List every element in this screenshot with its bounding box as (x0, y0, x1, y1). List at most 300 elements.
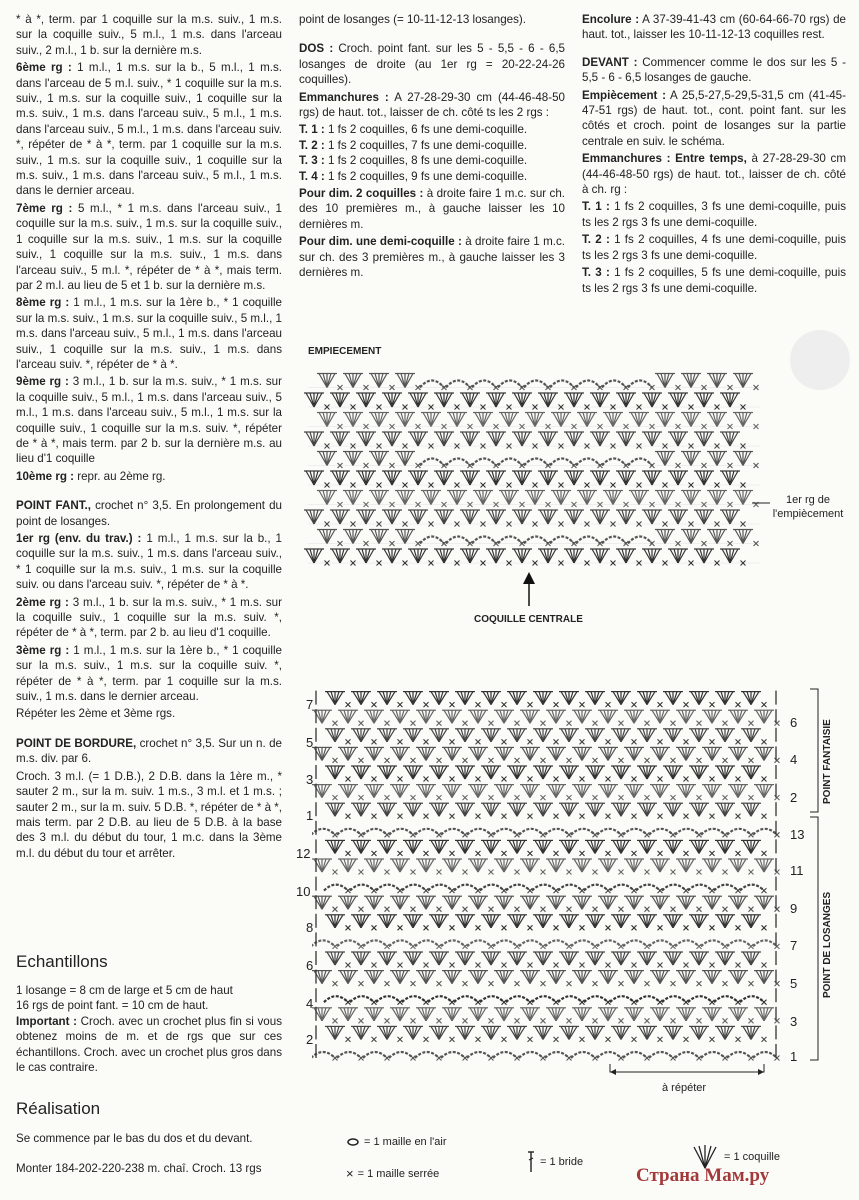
single-crochet-mark (528, 925, 533, 930)
section-text: crochet n° 3,5. Sur un n. de m.s. div. par 6. (16, 736, 282, 766)
shell-stitch (468, 971, 488, 984)
single-crochet-mark (710, 963, 715, 968)
single-crochet-mark (411, 758, 416, 763)
shell-stitch (616, 510, 636, 524)
shell-stitch (676, 785, 696, 798)
shell-stitch (624, 1008, 644, 1021)
shell-stitch (650, 710, 670, 723)
shell-stitch (325, 915, 345, 928)
shell-stitch (486, 393, 506, 407)
single-crochet-mark (606, 777, 611, 782)
single-crochet-mark (554, 1037, 559, 1042)
shell-stitch (663, 915, 683, 928)
shell-stitch (624, 785, 644, 798)
chain-arc (324, 885, 348, 891)
single-crochet-mark (372, 851, 377, 856)
shell-stitch (429, 1026, 449, 1039)
row-text: 5 m.l., * 1 m.s. dans l'arceau suiv., 1 coquille sur la m.s. suiv., 1 m.s. sur la coquille suiv., 1 coquille sur la m.s. suiv., 1 m.s. sur la coquille suiv., 1 coquille sur la m.s. suiv., 1 m.s. dans l'arceau suiv., 5 m.l. *, répéter de * à *, mais term. par 2 m.l. au lieu de 5 et 1 b. sur la dernière m.s. (16, 201, 282, 292)
single-crochet-mark (398, 1037, 403, 1042)
single-crochet-mark (346, 814, 351, 819)
single-crochet-mark (541, 944, 546, 949)
single-crochet-mark (437, 721, 442, 726)
single-crochet-mark (489, 795, 494, 800)
single-crochet-mark (424, 739, 429, 744)
section-label: Encolure : (582, 13, 640, 26)
shell-stitch (551, 491, 571, 505)
single-crochet-mark (658, 739, 663, 744)
single-crochet-mark (762, 1000, 767, 1005)
single-crochet-mark (736, 1000, 741, 1005)
shell-stitch (408, 393, 428, 407)
shell-stitch (715, 729, 735, 742)
chain-arc (636, 996, 660, 1002)
single-crochet-mark (528, 702, 533, 707)
shell-stitch (434, 549, 454, 563)
shell-stitch (603, 491, 623, 505)
shell-stitch (689, 952, 709, 965)
shell-stitch (455, 692, 475, 705)
shell-stitch (338, 747, 358, 760)
shell-stitch (520, 859, 540, 872)
single-crochet-mark (385, 870, 390, 875)
single-crochet-mark (749, 1018, 754, 1023)
single-crochet-mark (372, 963, 377, 968)
shell-stitch (624, 747, 644, 760)
single-crochet-mark (723, 944, 728, 949)
single-crochet-mark (749, 758, 754, 763)
shell-stitch (520, 747, 540, 760)
single-crochet-mark (697, 795, 702, 800)
shell-stitch (330, 393, 350, 407)
chain-arc (550, 459, 574, 466)
section-label: Pour dim. 2 coquilles : (299, 187, 424, 201)
chain-arc (701, 1052, 725, 1058)
shell-stitch (577, 413, 597, 427)
single-crochet-mark (697, 981, 702, 986)
shell-stitch (668, 471, 688, 485)
size-label: T. 2 : (299, 138, 325, 152)
legend-chain (346, 1136, 447, 1148)
shell-stitch (598, 710, 618, 723)
shell-stitch (702, 1008, 722, 1021)
shell-stitch (351, 1026, 371, 1039)
chain-arc (446, 537, 470, 544)
single-crochet-mark (411, 1056, 416, 1061)
single-crochet-mark (580, 739, 585, 744)
single-crochet-mark (528, 777, 533, 782)
single-crochet-mark (736, 814, 741, 819)
chain-arc (688, 996, 712, 1002)
chain-arc (337, 1052, 361, 1058)
single-crochet-mark (385, 1056, 390, 1061)
shell-stitch (720, 432, 740, 446)
shell-stitch (460, 510, 480, 524)
chain-stitch-icon (346, 1137, 360, 1147)
chain-arc (753, 829, 777, 835)
empiecement-chart (300, 363, 770, 573)
shell-stitch (676, 896, 696, 909)
single-crochet-mark (437, 870, 442, 875)
single-crochet-mark (658, 851, 663, 856)
shell-stitch (455, 840, 475, 853)
shell-stitch (538, 432, 558, 446)
shell-stitch (507, 952, 527, 965)
shell-stitch (741, 840, 761, 853)
single-crochet-mark (697, 944, 702, 949)
single-crochet-mark (567, 832, 572, 837)
bleed-through-shape (790, 330, 850, 390)
single-crochet-mark (541, 832, 546, 837)
shell-stitch (507, 729, 527, 742)
single-crochet-mark (437, 907, 442, 912)
chain-arc (628, 381, 652, 388)
shell-stitch (364, 1008, 384, 1021)
single-crochet-mark (502, 814, 507, 819)
realisation-line: Monter 184-202-220-238 m. chaî. Croch. 13 rgs (16, 1162, 262, 1176)
first-row-pointer (752, 498, 772, 508)
single-crochet-mark (437, 981, 442, 986)
single-crochet-mark (385, 832, 390, 837)
single-crochet-mark (463, 758, 468, 763)
shell-stitch (481, 1026, 501, 1039)
shell-stitch (434, 393, 454, 407)
single-crochet-mark (749, 795, 754, 800)
shell-stitch (572, 971, 592, 984)
shell-stitch (650, 785, 670, 798)
single-crochet-mark (723, 721, 728, 726)
shell-stitch (338, 896, 358, 909)
shell-stitch (754, 859, 774, 872)
shell-stitch (533, 915, 553, 928)
single-crochet-mark (359, 1018, 364, 1023)
single-crochet-mark (502, 963, 507, 968)
single-crochet-mark (671, 870, 676, 875)
single-crochet-mark (606, 1037, 611, 1042)
shell-stitch (351, 766, 371, 779)
single-crochet-mark (463, 981, 468, 986)
section-text: Commencer comme le dos sur les 5 - 5,5 - 6 - 6,5 losanges de gauche. (582, 55, 846, 85)
single-crochet-mark (489, 944, 494, 949)
shell-stitch (754, 785, 774, 798)
single-crochet-mark (476, 702, 481, 707)
double-crochet-icon (526, 1150, 536, 1174)
shell-stitch (481, 729, 501, 742)
chain-arc (472, 537, 496, 544)
shell-stitch (377, 915, 397, 928)
shell-stitch (668, 432, 688, 446)
single-crochet-mark (450, 888, 455, 893)
shell-stitch (351, 915, 371, 928)
chain-arc (714, 996, 738, 1002)
shell-stitch (481, 803, 501, 816)
shell-stitch (481, 915, 501, 928)
single-crochet-mark (476, 888, 481, 893)
shell-stitch (338, 785, 358, 798)
shell-stitch (429, 952, 449, 965)
shell-stitch (460, 432, 480, 446)
single-crochet-mark (684, 851, 689, 856)
shell-stitch (416, 785, 436, 798)
shell-stitch (611, 729, 631, 742)
shell-stitch (572, 859, 592, 872)
single-crochet-mark (645, 981, 650, 986)
single-crochet-mark (606, 1000, 611, 1005)
section-label: POINT FANT., (16, 499, 91, 513)
shell-stitch (434, 510, 454, 524)
chain-arc (402, 885, 426, 891)
shell-stitch (681, 530, 701, 544)
shell-stitch (507, 803, 527, 816)
shell-stitch (741, 692, 761, 705)
shell-stitch (377, 1026, 397, 1039)
single-crochet-mark (554, 1000, 559, 1005)
chain-arc (498, 459, 522, 466)
chain-arc (610, 885, 634, 891)
shell-stitch (616, 549, 636, 563)
shell-stitch (468, 859, 488, 872)
shell-stitch (728, 1008, 748, 1021)
shell-stitch (330, 510, 350, 524)
shell-stitch (338, 710, 358, 723)
point-bordure-paragraph (16, 736, 282, 767)
shell-stitch (382, 471, 402, 485)
shell-stitch (351, 692, 371, 705)
chain-arc (649, 1052, 673, 1058)
single-crochet-mark (658, 925, 663, 930)
text-column-left (16, 12, 282, 867)
chain-arc (675, 940, 699, 946)
single-crochet-mark (736, 1037, 741, 1042)
single-crochet-mark (372, 814, 377, 819)
chain-arc (714, 885, 738, 891)
shell-stitch (546, 896, 566, 909)
legend-double (526, 1150, 583, 1174)
single-crochet-mark (385, 981, 390, 986)
shell-stitch (715, 1026, 735, 1039)
single-crochet-mark (775, 1056, 780, 1061)
shell-stitch (507, 766, 527, 779)
shell-stitch (733, 530, 753, 544)
shell-stitch (494, 747, 514, 760)
shell-stitch (676, 710, 696, 723)
chain-arc (576, 381, 600, 388)
single-crochet-mark (450, 739, 455, 744)
single-crochet-mark (372, 925, 377, 930)
single-crochet-mark (463, 795, 468, 800)
shell-stitch (642, 549, 662, 563)
shell-stitch (317, 491, 337, 505)
shell-stitch (507, 915, 527, 928)
shell-stitch (585, 1026, 605, 1039)
chain-arc (498, 537, 522, 544)
single-crochet-mark (736, 777, 741, 782)
size-line (299, 122, 565, 137)
single-crochet-mark (723, 758, 728, 763)
chain-arc (389, 1052, 413, 1058)
single-crochet-mark (385, 795, 390, 800)
chain-arc (389, 940, 413, 946)
chain-arc (688, 885, 712, 891)
single-crochet-mark (359, 832, 364, 837)
shell-stitch (442, 710, 462, 723)
chain-arc (524, 459, 548, 466)
shell-stitch (702, 896, 722, 909)
shell-stitch (416, 896, 436, 909)
shell-stitch (559, 803, 579, 816)
size-paragraph (582, 232, 846, 263)
chain-arc (675, 1052, 699, 1058)
shell-stitch (642, 510, 662, 524)
single-crochet-mark (359, 944, 364, 949)
important-note (16, 1014, 282, 1076)
chain-arc (467, 829, 491, 835)
single-crochet-mark (528, 963, 533, 968)
shell-stitch (546, 971, 566, 984)
shell-stitch (564, 510, 584, 524)
site-watermark (636, 1165, 769, 1187)
single-crochet-mark (658, 963, 663, 968)
single-crochet-mark (372, 1000, 377, 1005)
row-number: 2 (306, 1032, 314, 1047)
single-crochet-mark (593, 870, 598, 875)
single-crochet-mark (567, 870, 572, 875)
single-crochet-mark (645, 721, 650, 726)
single-crochet-mark (411, 981, 416, 986)
shell-stitch (356, 393, 376, 407)
shell-stitch (512, 471, 532, 485)
size-paragraph (582, 199, 846, 230)
single-crochet-mark (424, 814, 429, 819)
shell-stitch (377, 952, 397, 965)
single-crochet-mark (710, 814, 715, 819)
shell-stitch (702, 859, 722, 872)
chain-arc (662, 885, 686, 891)
shell-stitch (403, 803, 423, 816)
shell-stitch (611, 1026, 631, 1039)
single-crochet-mark (723, 907, 728, 912)
shell-stitch (325, 840, 345, 853)
single-crochet-mark (489, 758, 494, 763)
single-crochet-mark (775, 1018, 780, 1023)
single-crochet-mark (489, 721, 494, 726)
shell-stitch (447, 491, 467, 505)
single-crochet-mark (528, 1000, 533, 1005)
single-crochet-mark (632, 1000, 637, 1005)
single-crochet-mark (697, 721, 702, 726)
shell-stitch (494, 971, 514, 984)
shell-stitch (681, 374, 701, 388)
single-crochet-mark (593, 795, 598, 800)
single-crochet-mark (671, 721, 676, 726)
shell-stitch (585, 803, 605, 816)
chain-arc (337, 940, 361, 946)
single-crochet-mark (762, 851, 767, 856)
single-crochet-mark (762, 739, 767, 744)
single-crochet-mark (450, 851, 455, 856)
single-crochet-mark (463, 1056, 468, 1061)
shell-stitch (689, 1026, 709, 1039)
shell-stitch (624, 710, 644, 723)
size-label: T. 3 : (582, 266, 610, 280)
shell-stitch (442, 896, 462, 909)
single-crochet-mark (450, 702, 455, 707)
single-crochet-mark (567, 758, 572, 763)
single-crochet-mark (398, 888, 403, 893)
single-crochet-mark (632, 702, 637, 707)
shell-stitch (707, 530, 727, 544)
single-crochet-mark (476, 1037, 481, 1042)
single-crochet-mark (476, 814, 481, 819)
single-crochet-mark (580, 925, 585, 930)
size-line (299, 153, 565, 168)
size-text: 1 fs 2 coquilles, 4 fs une demi-coquille, puis ts les 2 rgs 3 fs une demi-coquille. (582, 233, 846, 262)
shell-stitch (486, 432, 506, 446)
shell-stitch (416, 747, 436, 760)
single-crochet-mark (736, 925, 741, 930)
shell-stitch (525, 491, 545, 505)
legend-text: = 1 maille serrée (357, 1167, 440, 1180)
shell-stitch (356, 432, 376, 446)
shell-stitch (403, 729, 423, 742)
shell-stitch (655, 374, 675, 388)
chain-arc (467, 1052, 491, 1058)
shell-stitch (663, 692, 683, 705)
chain-arc (597, 829, 621, 835)
shell-stitch (408, 549, 428, 563)
row-text: 1 m.l., 1 m.s. sur la 1ère b., * 1 coquille sur la m.s. suiv., 1 m.s. sur la coquille suiv. *, répéter de * à *, term. par 1 coquille sur la m.s. suiv., 1 m.s. dans le dernier arceau. (16, 643, 282, 704)
shell-stitch (707, 452, 727, 466)
shell-stitch (481, 766, 501, 779)
shell-stitch (455, 915, 475, 928)
single-crochet-mark (437, 944, 442, 949)
shell-stitch (655, 491, 675, 505)
repeat-bracket (608, 1064, 768, 1080)
shell-stitch (728, 896, 748, 909)
shell-stitch (728, 859, 748, 872)
row-number: 2 (790, 790, 798, 805)
shell-stitch (369, 374, 389, 388)
shell-stitch (338, 971, 358, 984)
shell-stitch (382, 393, 402, 407)
chain-arc (558, 885, 582, 891)
single-crochet-mark (502, 739, 507, 744)
single-crochet-mark (450, 1037, 455, 1042)
chain-arc (415, 940, 439, 946)
text-column-right (582, 12, 846, 302)
shell-stitch (559, 952, 579, 965)
shell-stitch (681, 413, 701, 427)
single-crochet-mark (710, 1000, 715, 1005)
shell-stitch (403, 766, 423, 779)
shell-stitch (655, 530, 675, 544)
single-crochet-mark (541, 1056, 546, 1061)
shell-stitch (668, 393, 688, 407)
shell-stitch (468, 785, 488, 798)
single-crochet-mark (502, 777, 507, 782)
single-crochet-mark (359, 721, 364, 726)
single-crochet-mark (645, 907, 650, 912)
shell-stitch (707, 491, 727, 505)
shell-stitch (421, 491, 441, 505)
shell-stitch (434, 432, 454, 446)
chain-arc (576, 537, 600, 544)
single-crochet-mark (697, 758, 702, 763)
single-crochet-mark (762, 925, 767, 930)
row-number: 8 (306, 920, 314, 935)
single-crochet-mark (619, 907, 624, 912)
shell-stitch (460, 549, 480, 563)
single-crochet-mark (671, 795, 676, 800)
